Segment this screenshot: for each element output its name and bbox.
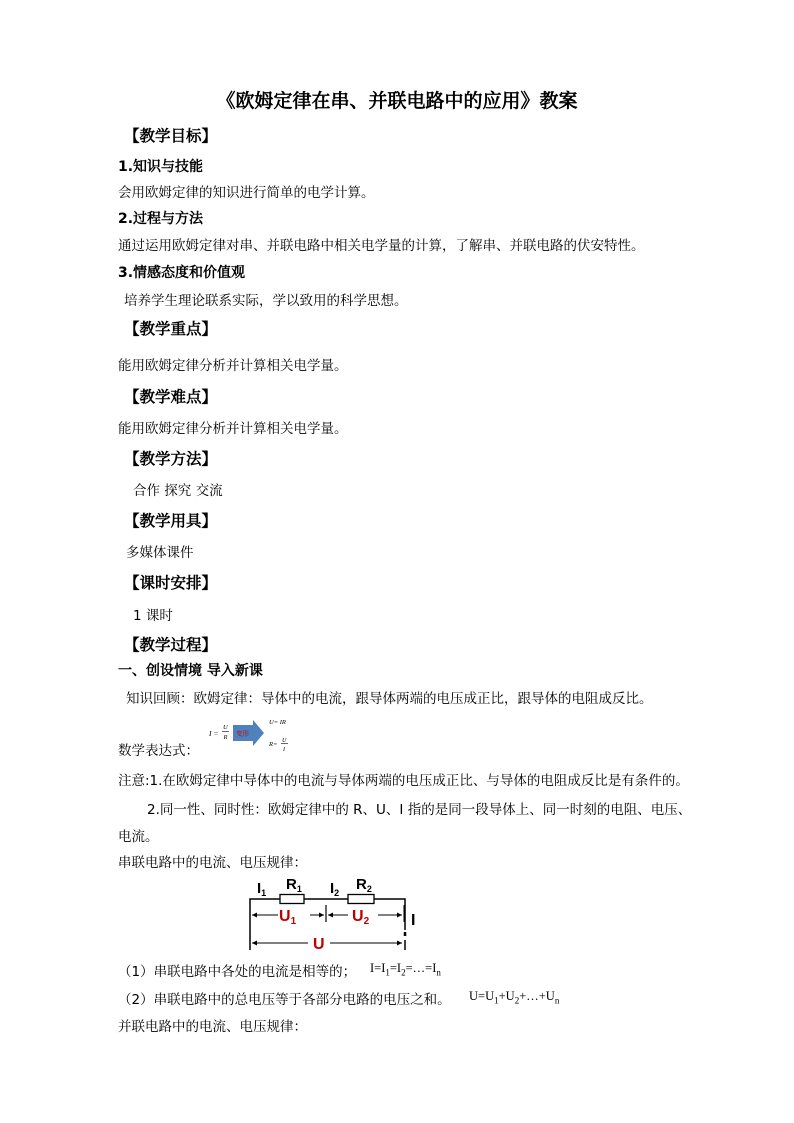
series-law-2-formula: $U=U_1+U_2+\dots+U_n$ — [469, 989, 560, 1006]
difficulty-text: 能用欧姆定律分析并计算相关电学量。 — [118, 421, 348, 437]
math-label: 数学表达式： — [118, 743, 199, 759]
label-u2: U2 — [352, 908, 370, 927]
label-r2: $R_2$ — [356, 876, 372, 894]
key-text: 能用欧姆定律分析并计算相关电学量。 — [118, 358, 348, 374]
parallel-title: 并联电路中的电流、电压规律： — [118, 1019, 307, 1035]
resistor-r2 — [348, 895, 374, 904]
note-1: 注意:1.在欧姆定律中导体中的电流与导体两端的电压成正比、与导体的电阻成反比是有条件的。 — [118, 773, 689, 789]
svg-text:R: R — [223, 734, 228, 741]
page-title: 《欧姆定律在串、并联电路中的应用》教案 — [216, 90, 578, 112]
heading-schedule: 【课时安排】 — [124, 574, 218, 592]
label-r1: $R_1$ — [286, 876, 302, 894]
svg-text:U: U — [282, 738, 287, 744]
heading-method: 【教学方法】 — [124, 450, 218, 468]
label-u: U — [313, 936, 325, 953]
heading-key: 【教学重点】 — [124, 320, 218, 338]
goal-emotion-text: 培养学生理论联系实际，学以致用的科学思想。 — [124, 293, 408, 309]
formula-i: I = — [209, 729, 219, 738]
series-title: 串联电路中的电流、电压规律： — [118, 855, 307, 871]
label-i2: $I_2$ — [330, 880, 340, 898]
series-law-1-formula: $I=I_1=I_2=\dots=I_n$ — [370, 961, 441, 978]
series-circuit-diagram — [244, 872, 424, 954]
method-text: 合作 探究 交流 — [133, 483, 223, 499]
series-law-2: （2）串联电路中的总电压等于各部分电路的电压之和。 — [118, 992, 451, 1008]
heading-difficulty: 【教学难点】 — [124, 388, 218, 406]
heading-process: 【教学过程】 — [124, 636, 218, 654]
series-law-1: （1）串联电路中各处的电流是相等的； — [118, 964, 357, 980]
formula-image — [203, 712, 298, 756]
process-part1: 一、创设情境 导入新课 — [118, 663, 263, 679]
note-2: 2.同一性、同时性：欧姆定律中的 R、U、I 指的是同一段导体上、同一时刻的电阻、电压、 — [147, 802, 692, 818]
formula-r: R= — [269, 741, 278, 748]
svg-text:I: I — [283, 747, 285, 753]
formula-arrow-label: 变形 — [236, 729, 249, 738]
label-u1: U1 — [279, 908, 297, 927]
resistor-r1 — [280, 895, 304, 904]
note-2-cont: 电流。 — [118, 829, 159, 845]
formula-u: U= IR — [269, 719, 286, 726]
goal-process-text: 通过运用欧姆定律对串、并联电路中相关电学量的计算，了解串、并联电路的伏安特性。 — [118, 238, 645, 254]
goal-knowledge-title: 1.知识与技能 — [118, 159, 204, 175]
tools-text: 多媒体课件 — [126, 545, 194, 561]
goal-emotion-title: 3.情感态度和价值观 — [118, 265, 246, 281]
heading-tools: 【教学用具】 — [124, 512, 218, 530]
heading-goals: 【教学目标】 — [124, 127, 218, 145]
label-i: I — [411, 912, 416, 929]
goal-knowledge-text: 会用欧姆定律的知识进行简单的电学计算。 — [118, 185, 375, 201]
label-i1: $I_1$ — [257, 880, 267, 898]
schedule-text: 1 课时 — [133, 608, 173, 624]
svg-text:U: U — [223, 724, 228, 731]
review-text: 知识回顾：欧姆定律：导体中的电流，跟导体两端的电压成正比，跟导体的电阻成反比。 — [126, 691, 653, 707]
goal-process-title: 2.过程与方法 — [118, 211, 204, 227]
